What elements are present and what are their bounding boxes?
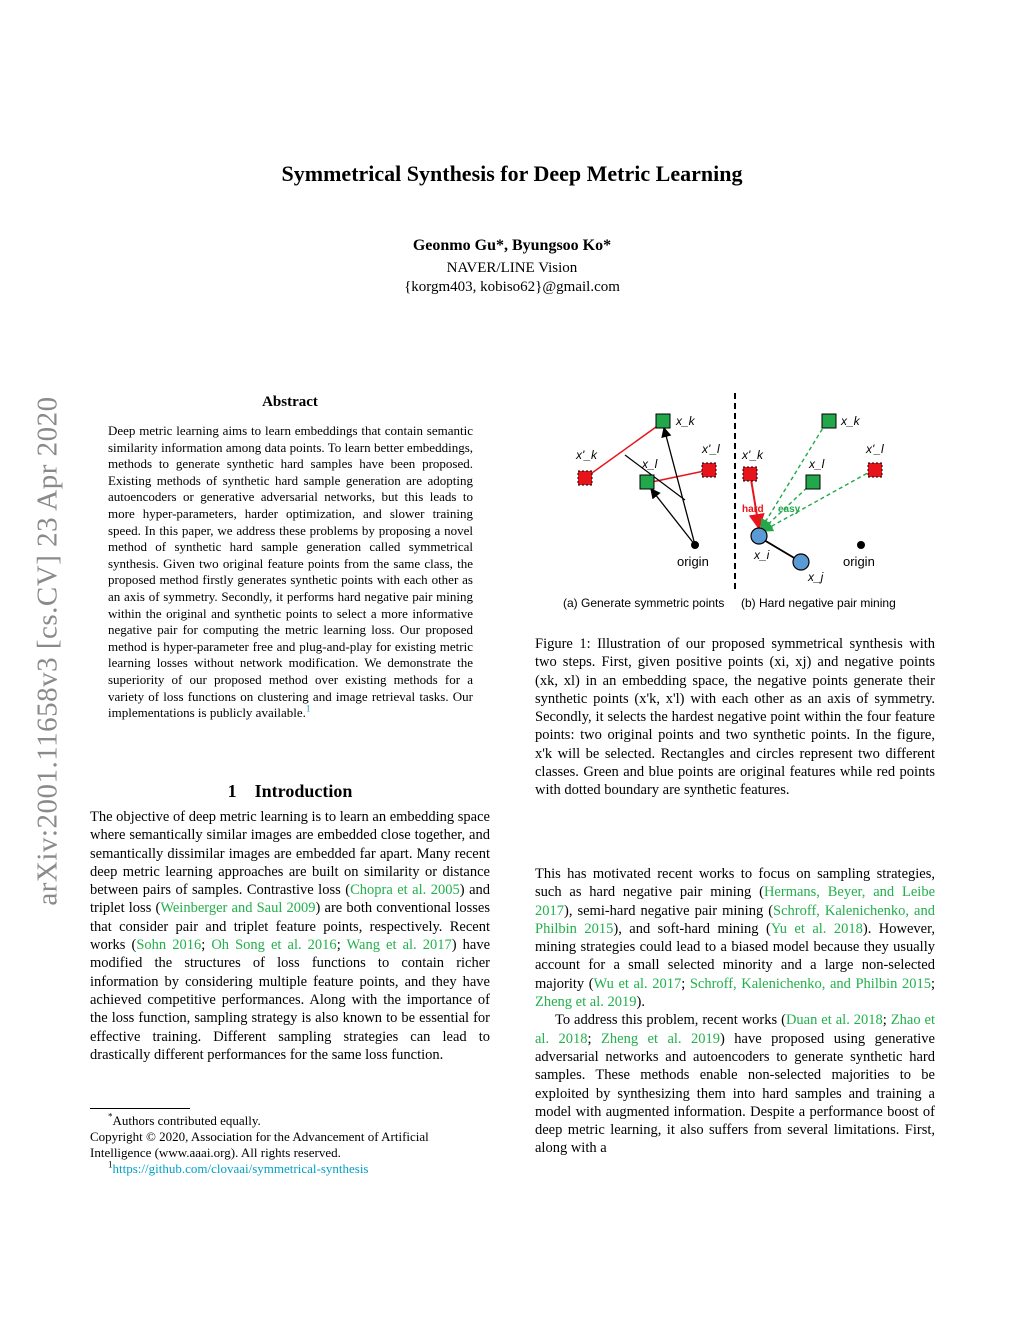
footnote-ref[interactable]: 1	[305, 703, 311, 714]
section-number: 1	[227, 781, 237, 801]
citation-link[interactable]: Sohn 2016	[136, 937, 202, 954]
label-xl-a: x_l	[642, 457, 658, 471]
authors: Geonmo Gu*, Byungsoo Ko*	[412, 237, 612, 254]
citation-link[interactable]: Zhao et al. 2018	[535, 1012, 935, 1047]
citation-link[interactable]: Zheng et al. 2019	[601, 1030, 720, 1047]
right-column-text	[535, 865, 935, 1158]
abstract-text	[108, 423, 473, 722]
paper-title: Symmetrical Synthesis for Deep Metric Learning	[281, 161, 743, 186]
citation-link[interactable]: Hermans, Beyer, and Leibe 2017	[535, 884, 936, 919]
body-text: ) have proposed using generative adversarial networks and autoencoders to generate synthetic hard samples. These methods enable non-selected majorities to be exploited by synthesizing them into hard samples and training a model with augmented information. Despite a performance boost of deep metric learning, it also suffers from several limitations. First, along with a	[535, 1030, 935, 1157]
body-text: ;	[882, 1012, 891, 1029]
abstract-heading: Abstract	[262, 394, 318, 410]
body-text: ;	[681, 975, 690, 992]
positive-point-xj	[793, 554, 809, 570]
arxiv-stamp	[28, 356, 68, 946]
paragraph	[535, 865, 935, 1011]
label-xl-b: x_l	[809, 457, 825, 471]
citation-link[interactable]: Chopra et al. 2005	[350, 882, 460, 899]
body-text: ).	[636, 994, 645, 1011]
footnote-equal: *Authors contributed equally.	[108, 1111, 261, 1128]
label-hard: hard	[742, 504, 764, 515]
figure-caption: Figure 1: Illustration of our proposed symmetrical synthesis with two steps. First, given positive points (xi, xj) and negative points (xk, xl) in an embedding space, the negative points generate their synthetic points (x'k, x'l) with each other as an axis of symmetry. Secondly, it selects the hardest negative point within the four feature points: two original points and two synthetic points. In the figure, x'k will be selected. Rectangles and circles represent two different classes. Green and blue points are original features while red points with dotted boundary are synthetic features.	[535, 636, 935, 799]
origin-point-a	[691, 541, 699, 549]
label-xk-a: x_k	[676, 414, 695, 428]
intro-text: ) are both conventional losses that consider pair and triplet feature points, respectively. Recent works (	[90, 900, 490, 954]
label-origin-a: origin	[677, 554, 709, 569]
label-xl-prime-a: x'_l	[702, 442, 720, 456]
intro-text: ) and triplet loss (	[90, 882, 491, 917]
footnote-text: Authors contributed equally.	[112, 1113, 261, 1128]
body-text: ;	[587, 1030, 602, 1047]
original-point-xk	[656, 414, 670, 428]
footnote-copyright: Copyright © 2020, Association for the Advancement of Artificial Intelligence (www.aaai.org). All rights reserved.	[90, 1129, 429, 1160]
positive-point-xi	[751, 528, 767, 544]
origin-line-k	[664, 428, 695, 545]
intro-text: ) have modified the structures of loss functions to contain richer information by considering multiple feature points, and they have achieved competitive performances. Along with the importance of the loss function, sampling strategy is also known to be essential for effective training. Different sampling strategies can lead to drastically different performances for the same loss function.	[90, 937, 491, 1063]
origin-line-l	[651, 489, 695, 545]
section-title: Introduction	[254, 781, 353, 801]
citation-link[interactable]: Schroff, Kalenichenko, and Philbin 2015	[535, 902, 935, 937]
synthetic-point-xk	[578, 471, 592, 485]
citation-link[interactable]: Duan et al. 2018	[785, 1012, 883, 1029]
citation-link[interactable]: Wu et al. 2017	[593, 975, 682, 992]
body-text: ). However, mining strategies could lead to a biased model because they usually account for a small selected minority and a large non-selected majority (	[535, 920, 935, 992]
label-xk-prime-b: x'_k	[742, 448, 763, 462]
label-xi: x_i	[754, 548, 770, 562]
origin-point-b	[857, 541, 865, 549]
intro-paragraph	[90, 808, 490, 1064]
body-text: ;	[930, 975, 935, 992]
citation-link[interactable]: Oh Song et al. 2016	[211, 937, 337, 954]
arxiv-id: arXiv:2001.11658v3 [cs.CV] 23 Apr 2020	[31, 396, 64, 906]
affiliation-block	[0, 259, 1024, 297]
body-text: To address this problem, recent works (	[555, 1012, 786, 1029]
original-point-xl	[640, 475, 654, 489]
citation-link[interactable]: Weinberger and Saul 2009	[160, 900, 316, 917]
abstract-body: Deep metric learning aims to learn embeddings that contain semantic similarity information among data points. To learn better embeddings, methods to generate synthetic hard samples have been proposed. Existing methods of synthetic hard sample generation are adopting autoencoders or generative adversarial networks, but this leads to more hyper-parameters, harder optimization, and slower training speed. In this paper, we address these problems by proposing a novel method of synthetic hard sample generation called symmetrical synthesis. Given two original feature points from the same class, the proposed method firstly generates synthetic points with each other as an axis of symmetry. Secondly, it performs hard negative pair mining within the original and synthetic points to select a more informative negative pair for computing the metric learning loss. Our proposed method is hyper-parameter free and plug-and-play for existing metric learning losses without network modification. We demonstrate the superiority of our proposed method over existing methods for a variety of loss functions on clustering and image retrieval tasks. Our implementations is publicly available.	[108, 423, 473, 721]
section-heading	[90, 781, 490, 802]
footnote-link	[90, 1161, 490, 1177]
email: {korgm403, kobiso62}@gmail.com	[404, 279, 620, 295]
citation-link[interactable]: Yu et al. 2018	[770, 920, 863, 937]
original-point-xk-b	[822, 414, 836, 428]
paragraph	[535, 1011, 935, 1157]
label-xj: x_j	[808, 570, 824, 584]
footnote-rule	[90, 1108, 190, 1109]
synthetic-point-xl	[702, 463, 716, 477]
citation-link[interactable]: Schroff, Kalenichenko, and Philbin 2015	[689, 975, 931, 992]
subcaption-b: (b) Hard negative pair mining	[741, 596, 896, 610]
intro-text: ;	[201, 937, 212, 954]
label-xl-prime-b: x'_l	[866, 442, 884, 456]
label-easy: easy	[778, 504, 801, 515]
citation-link[interactable]: Zheng et al. 2019	[535, 994, 637, 1011]
label-xk-prime-a: x'_k	[576, 448, 597, 462]
affiliation: NAVER/LINE Vision	[446, 260, 578, 276]
label-xk-b: x_k	[841, 414, 860, 428]
synthetic-point-xk-b	[743, 467, 757, 481]
intro-text: ;	[336, 937, 347, 954]
synthetic-point-xl-b	[868, 463, 882, 477]
label-origin-b: origin	[843, 554, 875, 569]
body-text: This has motivated recent works to focus on sampling strategies, such as hard negative pair mining (	[535, 866, 935, 901]
intro-text: The objective of deep metric learning is to learn an embedding space where semantically similar images are embedded close together, and semantically dissimilar images are embedded far apart. Many recent deep metric learning approaches are built on similarity or distance between pairs of samples. Contrastive loss (	[90, 809, 490, 899]
body-text: ), and soft-hard mining (	[613, 920, 771, 937]
citation-link[interactable]: Wang et al. 2017	[346, 937, 452, 954]
footnote-mark: 1	[108, 1159, 113, 1170]
subcaption-a: (a) Generate symmetric points	[563, 596, 725, 610]
body-text: ), semi-hard negative pair mining (	[564, 902, 774, 919]
figure-1	[530, 385, 940, 615]
github-link[interactable]: https://github.com/clovaai/symmetrical-synthesis	[112, 1161, 369, 1176]
original-point-xl-b	[806, 475, 820, 489]
